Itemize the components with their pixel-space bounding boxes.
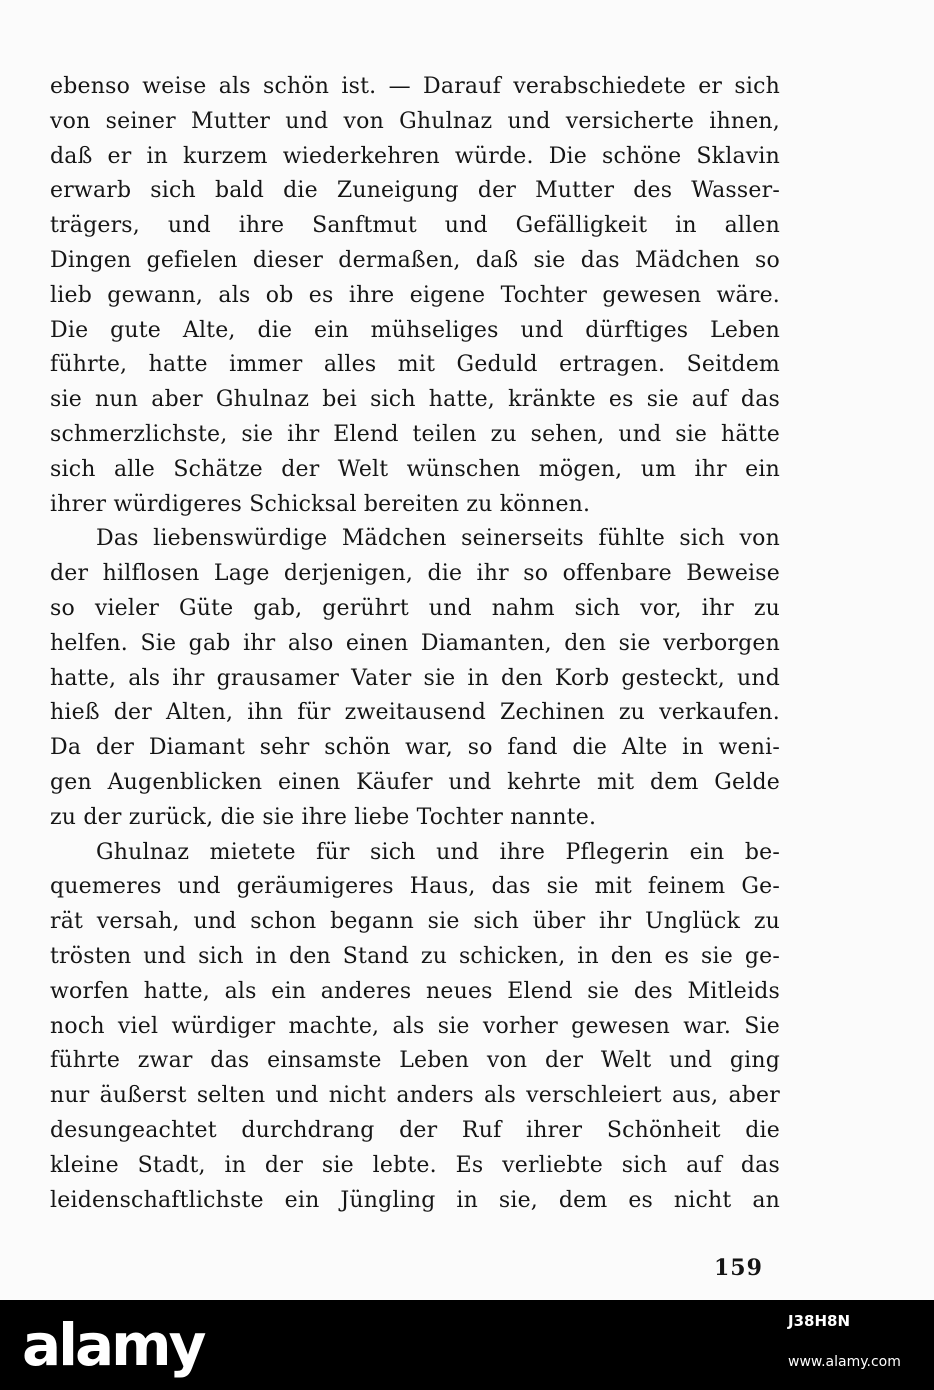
text-line: erwarb sich bald die Zuneigung der Mutter des Wasser- bbox=[50, 178, 780, 204]
text-line: desungeachtet durchdrang der Ruf ihrer Schönheit die bbox=[50, 1117, 780, 1143]
text-line: lieb gewann, als ob es ihre eigene Tochter gewesen wäre. bbox=[50, 282, 780, 308]
text-line: trägers, und ihre Sanftmut und Gefälligkeit in allen bbox=[50, 213, 780, 239]
text-line: schmerzlichste, sie ihr Elend teilen zu sehen, und sie hätte bbox=[50, 421, 780, 447]
text-line: worfen hatte, als ein anderes neues Elend sie des Mitleids bbox=[50, 978, 780, 1004]
body-text bbox=[50, 70, 780, 1218]
text-line: hieß der Alten, ihn für zweitausend Zechinen zu verkaufen. bbox=[50, 700, 780, 726]
paragraph-start-line: Ghulnaz mietete für sich und ihre Pflegerin ein be- bbox=[96, 839, 780, 865]
text-line: führte, hatte immer alles mit Geduld ertragen. Seitdem bbox=[50, 352, 780, 378]
watermark-bar bbox=[0, 1300, 934, 1390]
text-line: sich alle Schätze der Welt wünschen mögen, um ihr ein bbox=[50, 456, 780, 482]
text-line: nur äußerst selten und nicht anders als verschleiert aus, aber bbox=[50, 1083, 780, 1109]
text-line: ebenso weise als schön ist. — Darauf verabschiedete er sich bbox=[50, 74, 780, 99]
text-line: trösten und sich in den Stand zu schicken, in den es sie ge- bbox=[50, 943, 780, 969]
page-number: 159 bbox=[714, 1255, 763, 1281]
text-line: helfen. Sie gab ihr also einen Diamanten, den sie verborgen bbox=[50, 630, 780, 656]
text-line: ihrer würdigeres Schicksal bereiten zu können. bbox=[50, 491, 591, 517]
text-line: leidenschaftlichste ein Jüngling in sie, dem es nicht an bbox=[50, 1187, 780, 1213]
text-line: der hilflosen Lage derjenigen, die ihr so offenbare Beweise bbox=[50, 561, 780, 587]
paragraph-start-line: Das liebenswürdige Mädchen seinerseits fühlte sich von bbox=[96, 526, 780, 552]
text-line: führte zwar das einsamste Leben von der Welt und ging bbox=[50, 1048, 780, 1074]
text-line: von seiner Mutter und von Ghulnaz und versicherte ihnen, bbox=[50, 108, 780, 134]
text-line: hatte, als ihr grausamer Vater sie in den Korb gesteckt, und bbox=[50, 665, 780, 691]
text-line: so vieler Güte gab, gerührt und nahm sich vor, ihr zu bbox=[50, 595, 780, 621]
text-line: Die gute Alte, die ein mühseliges und dürftiges Leben bbox=[50, 317, 780, 343]
text-line: gen Augenblicken einen Käufer und kehrte mit dem Gelde bbox=[50, 769, 780, 795]
text-line: zu der zurück, die sie ihre liebe Tochter nannte. bbox=[50, 804, 597, 830]
text-line: Da der Diamant sehr schön war, so fand die Alte in weni- bbox=[50, 735, 780, 761]
image-id: J38H8N bbox=[788, 1312, 850, 1330]
text-line: kleine Stadt, in der sie lebte. Es verliebte sich auf das bbox=[50, 1152, 780, 1178]
text-line: rät versah, und schon begann sie sich über ihr Unglück zu bbox=[50, 909, 780, 935]
alamy-logo: alamy bbox=[22, 1311, 204, 1379]
text-line: daß er in kurzem wiederkehren würde. Die schöne Sklavin bbox=[50, 143, 780, 169]
site-url: www.alamy.com bbox=[788, 1354, 901, 1370]
text-line: quemeres und geräumigeres Haus, das sie mit feinem Ge- bbox=[50, 874, 780, 900]
text-line: sie nun aber Ghulnaz bei sich hatte, kränkte es sie auf das bbox=[50, 387, 780, 413]
text-line: noch viel würdiger machte, als sie vorher gewesen war. Sie bbox=[50, 1013, 780, 1039]
text-line: Dingen gefielen dieser dermaßen, daß sie das Mädchen so bbox=[50, 247, 780, 273]
